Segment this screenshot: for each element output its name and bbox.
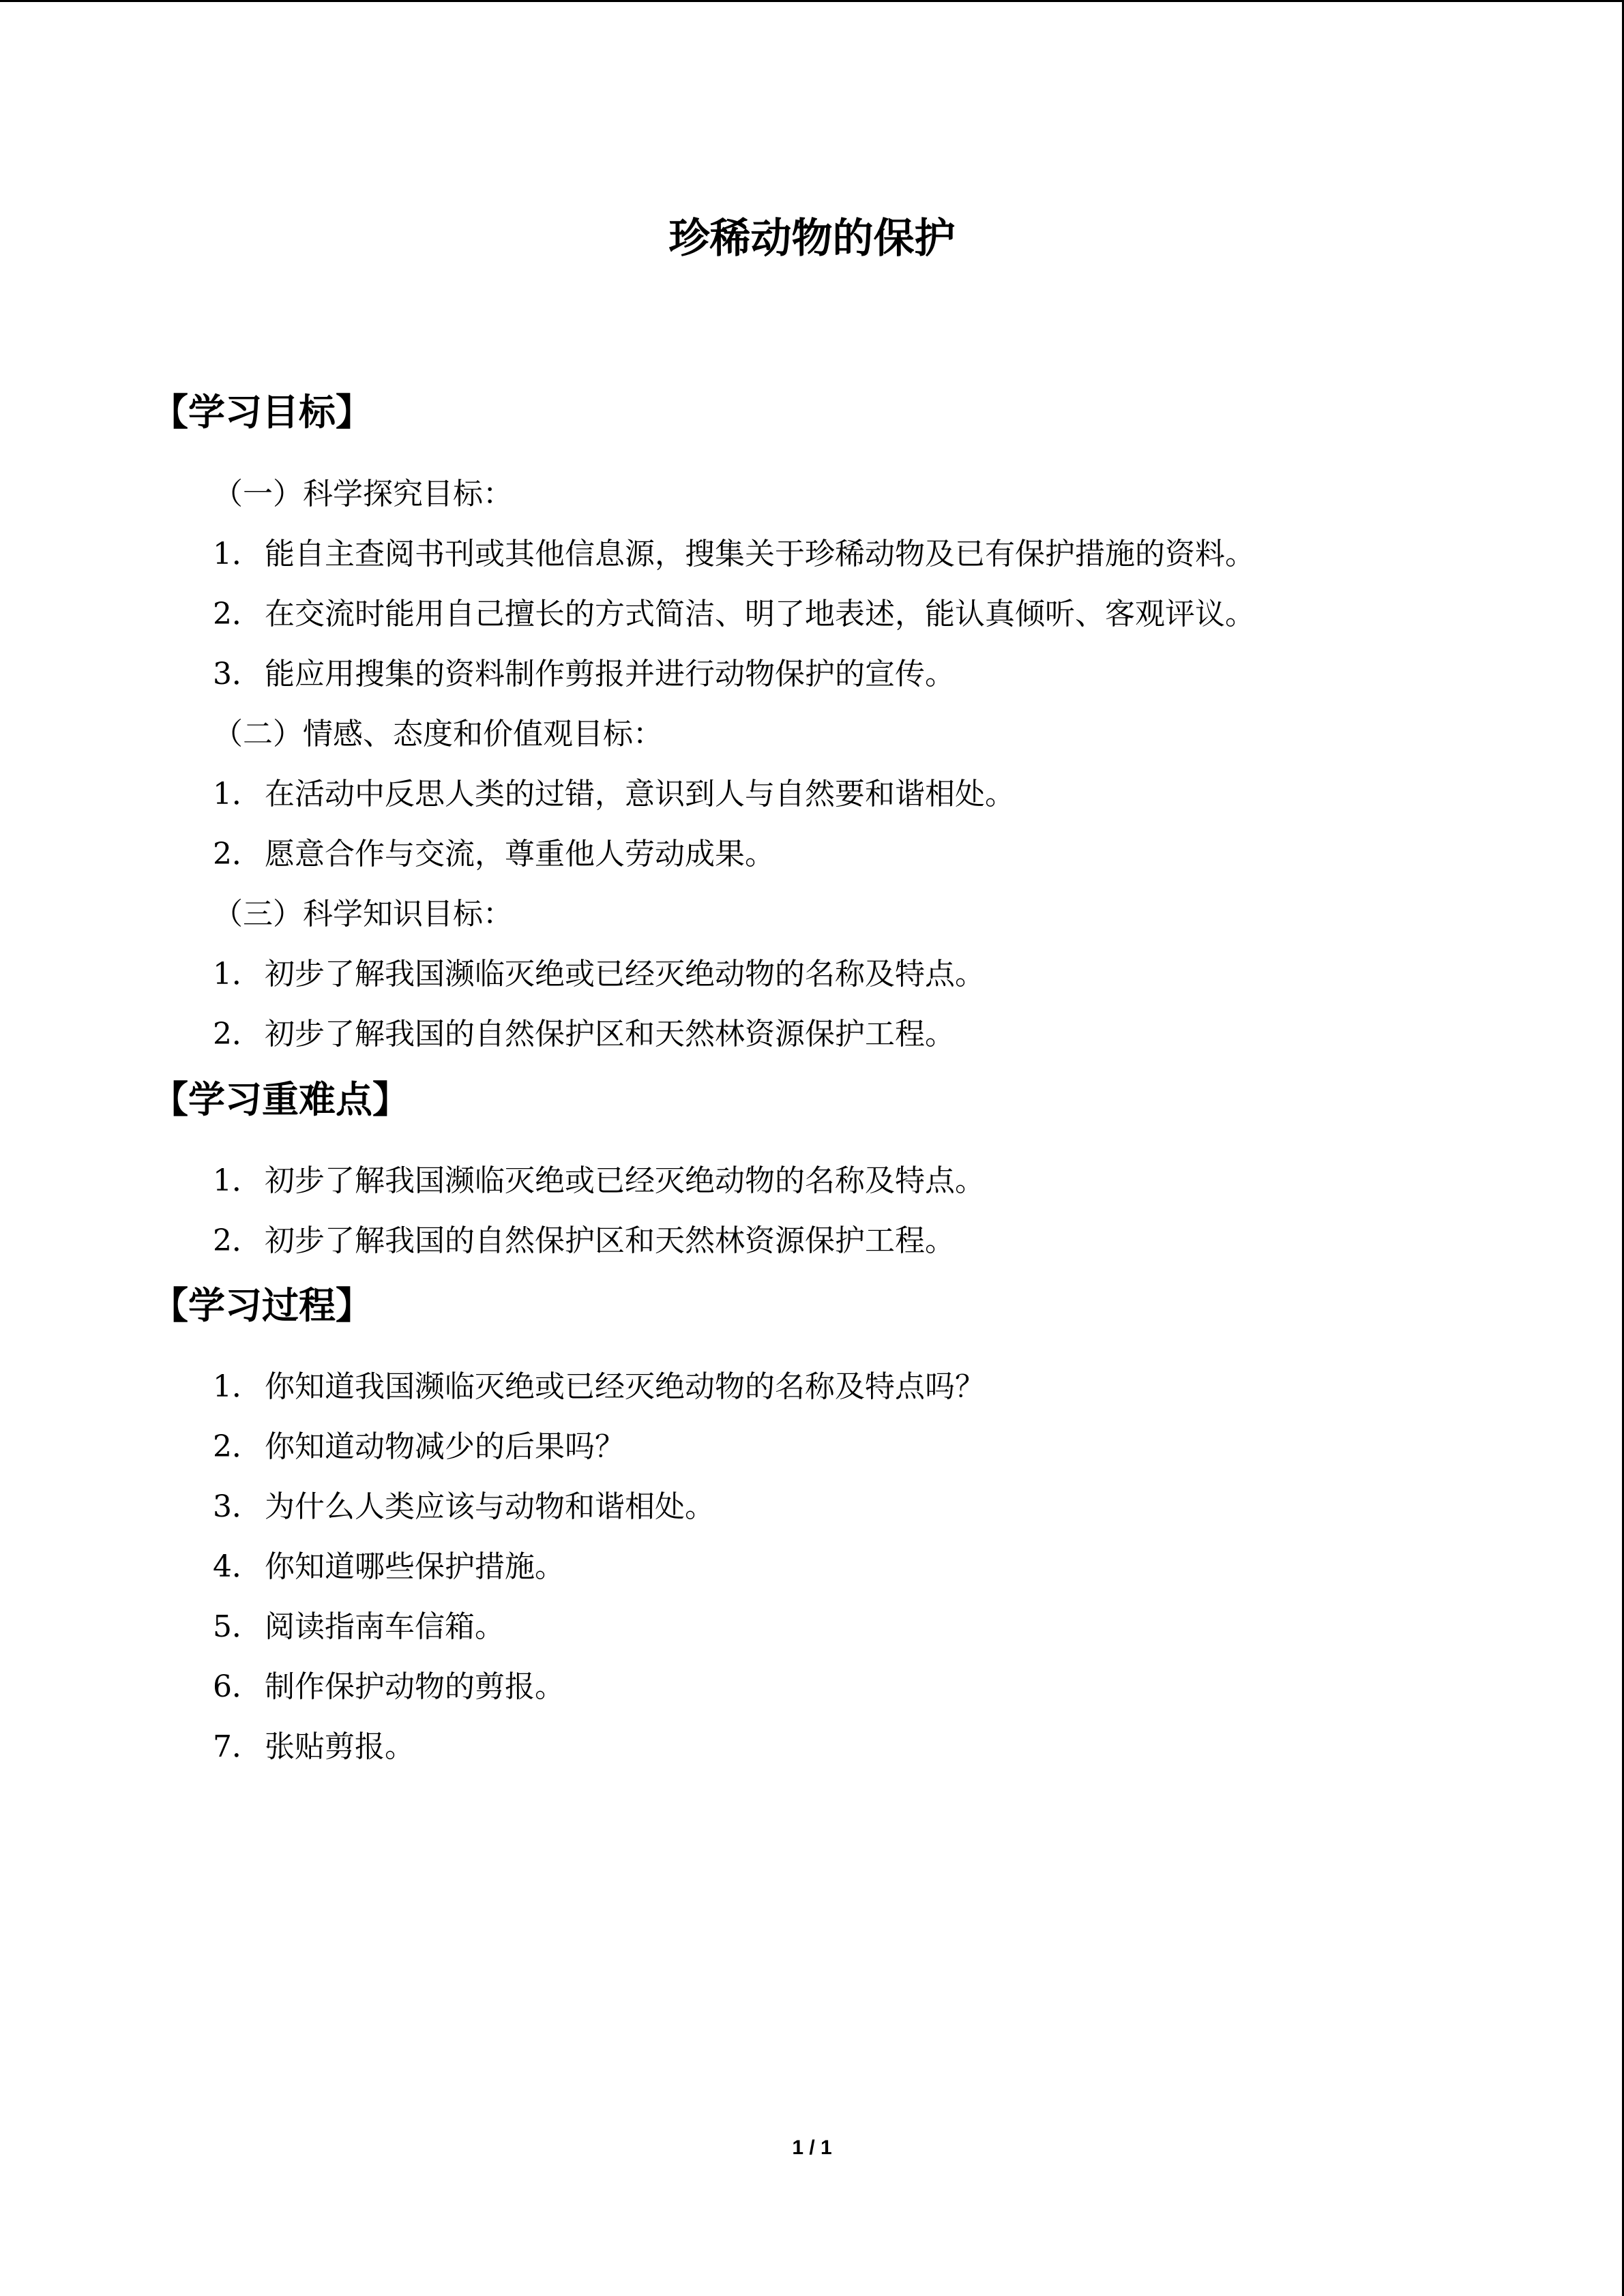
list-item: [213, 1667, 565, 1708]
list-item: [213, 594, 1255, 635]
list-item: [213, 774, 1015, 815]
list-text: 你知道哪些保护措施。: [265, 1549, 565, 1584]
list-number: 2．: [213, 597, 262, 631]
heading-key-points: 【学习重难点】: [151, 1078, 409, 1121]
list-text: 初步了解我国濒临灭绝或已经灭绝动物的名称及特点。: [265, 957, 985, 992]
list-text: 能自主查阅书刊或其他信息源，搜集关于珍稀动物及已有保护措施的资料。: [265, 537, 1255, 571]
list-text: 能应用搜集的资料制作剪报并进行动物保护的宣传。: [265, 657, 955, 691]
list-item: [213, 654, 955, 695]
list-item: [213, 1014, 955, 1055]
list-item: [213, 1487, 715, 1527]
list-text: 愿意合作与交流，尊重他人劳动成果。: [265, 837, 775, 871]
page-number: 1 / 1: [792, 2136, 832, 2159]
heading-learning-process: 【学习过程】: [151, 1284, 372, 1327]
list-number: 3．: [213, 1489, 262, 1524]
subheading-emotion-values: （二）情感、态度和价值观目标：: [213, 717, 663, 751]
heading-learning-goals: 【学习目标】: [151, 391, 372, 434]
list-number: 3．: [213, 657, 262, 691]
list-item: [213, 1367, 985, 1407]
list-number: 2．: [213, 837, 262, 871]
list-number: 2．: [213, 1223, 262, 1258]
list-item: [213, 1547, 565, 1587]
list-item: [213, 1161, 985, 1202]
list-item: [213, 534, 1255, 575]
list-number: 7．: [213, 1729, 262, 1764]
list-text: 你知道动物减少的后果吗？: [265, 1429, 625, 1464]
list-item: [213, 1607, 505, 1648]
list-number: 1．: [213, 957, 262, 992]
subheading-science-knowledge: （三）科学知识目标：: [213, 897, 513, 931]
subheading-science-inquiry: （一）科学探究目标：: [213, 477, 513, 511]
list-number: 1．: [213, 1163, 262, 1198]
list-item: [213, 834, 775, 875]
list-number: 2．: [213, 1429, 262, 1464]
page-border-top: [0, 0, 1624, 2]
list-item: [213, 1727, 415, 1768]
list-number: 2．: [213, 1017, 262, 1052]
list-text: 初步了解我国的自然保护区和天然林资源保护工程。: [265, 1017, 955, 1052]
list-item: [213, 1221, 955, 1262]
list-number: 1．: [213, 537, 262, 571]
list-text: 在活动中反思人类的过错，意识到人与自然要和谐相处。: [265, 777, 1015, 811]
list-number: 1．: [213, 777, 262, 811]
list-number: 1．: [213, 1369, 262, 1404]
list-number: 5．: [213, 1609, 262, 1644]
list-item: [213, 1427, 625, 1467]
list-text: 阅读指南车信箱。: [265, 1609, 505, 1644]
list-text: 张贴剪报。: [265, 1729, 415, 1764]
list-text: 初步了解我国濒临灭绝或已经灭绝动物的名称及特点。: [265, 1163, 985, 1198]
list-item: [213, 954, 985, 995]
list-number: 6．: [213, 1669, 262, 1704]
document-title: 珍稀动物的保护: [668, 215, 956, 263]
list-text: 你知道我国濒临灭绝或已经灭绝动物的名称及特点吗？: [265, 1369, 985, 1404]
list-number: 4．: [213, 1549, 262, 1584]
list-text: 为什么人类应该与动物和谐相处。: [265, 1489, 715, 1524]
list-text: 初步了解我国的自然保护区和天然林资源保护工程。: [265, 1223, 955, 1258]
list-text: 在交流时能用自己擅长的方式简洁、明了地表述，能认真倾听、客观评议。: [265, 597, 1255, 631]
list-text: 制作保护动物的剪报。: [265, 1669, 565, 1704]
